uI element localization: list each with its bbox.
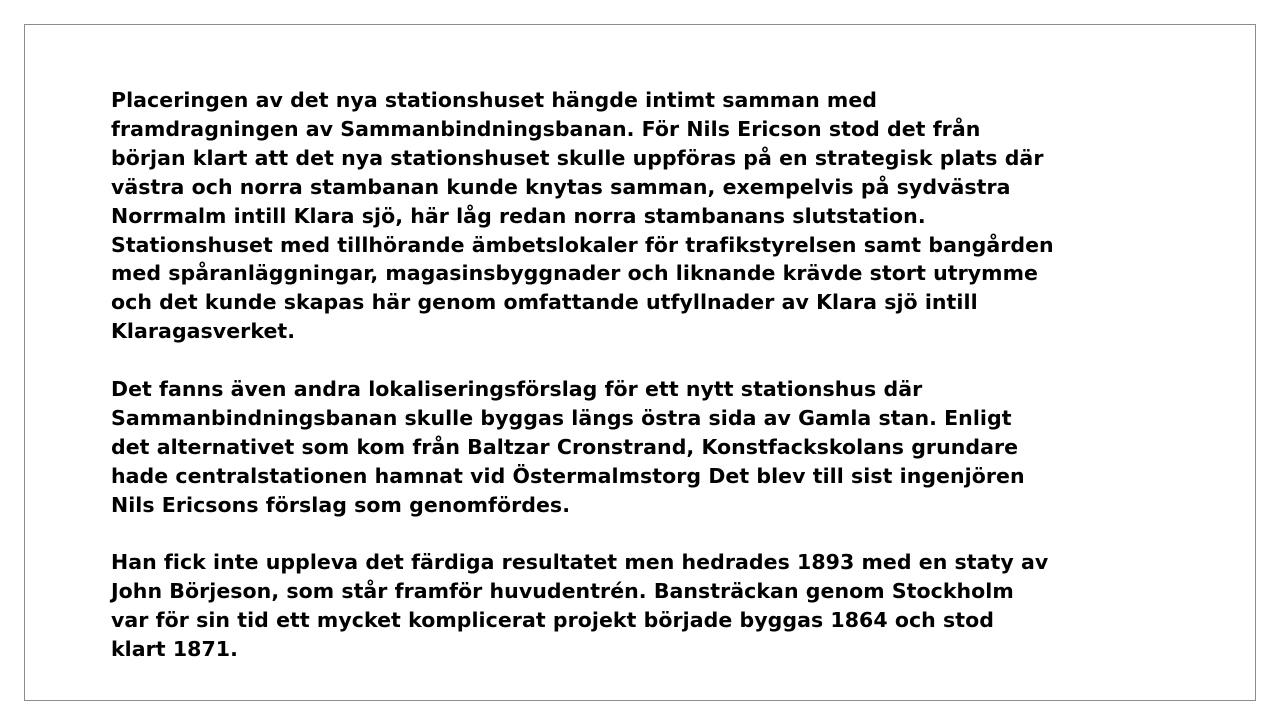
text-line: västra och norra stambanan kunde knytas samman, exempelvis på sydvästra (111, 174, 1011, 199)
text-line: Sammanbindningsbanan skulle byggas längs östra sida av Gamla stan. Enligt (111, 405, 1012, 430)
paragraph-2 (111, 375, 1191, 520)
text-line: Stationshuset med tillhörande ämbetslokaler för trafikstyrelsen samt bangården (111, 232, 1054, 257)
text-line: med spåranläggningar, magasinsbyggnader och liknande krävde stort utrymme (111, 261, 1038, 286)
text-line: Klaragasverket. (111, 319, 296, 344)
text-line: början klart att det nya stationshuset skulle uppföras på en strategisk plats där (111, 145, 1044, 170)
text-line: hade centralstationen hamnat vid Östermalmstorg Det blev till sist ingenjören (111, 463, 1025, 488)
document-page (24, 24, 1256, 701)
text-line: John Börjeson, som står framför huvudentrén. Bansträckan genom Stockholm (111, 579, 1014, 604)
text-line: var för sin tid ett mycket komplicerat projekt började byggas 1864 och stod (111, 608, 994, 633)
text-line: Nils Ericsons förslag som genomfördes. (111, 492, 571, 517)
text-line: klart 1871. (111, 637, 238, 662)
text-line: Det fanns även andra lokaliseringsförslag för ett nytt stationshus där (111, 377, 923, 402)
text-line: framdragningen av Sammanbindningsbanan. För Nils Ericson stod det från (111, 116, 981, 141)
text-line: och det kunde skapas här genom omfattande utfyllnader av Klara sjö intill (111, 290, 978, 315)
paragraph-3 (111, 548, 1191, 664)
text-line: Han fick inte uppleva det färdiga resultatet men hedrades 1893 med en staty av (111, 550, 1049, 575)
text-line: Norrmalm intill Klara sjö, här låg redan norra stambanans slutstation. (111, 203, 926, 228)
text-line: det alternativet som kom från Baltzar Cronstrand, Konstfackskolans grundare (111, 434, 1019, 459)
paragraph-1 (111, 86, 1191, 346)
document-body (111, 86, 1191, 693)
text-line: Placeringen av det nya stationshuset hängde intimt samman med (111, 88, 877, 112)
